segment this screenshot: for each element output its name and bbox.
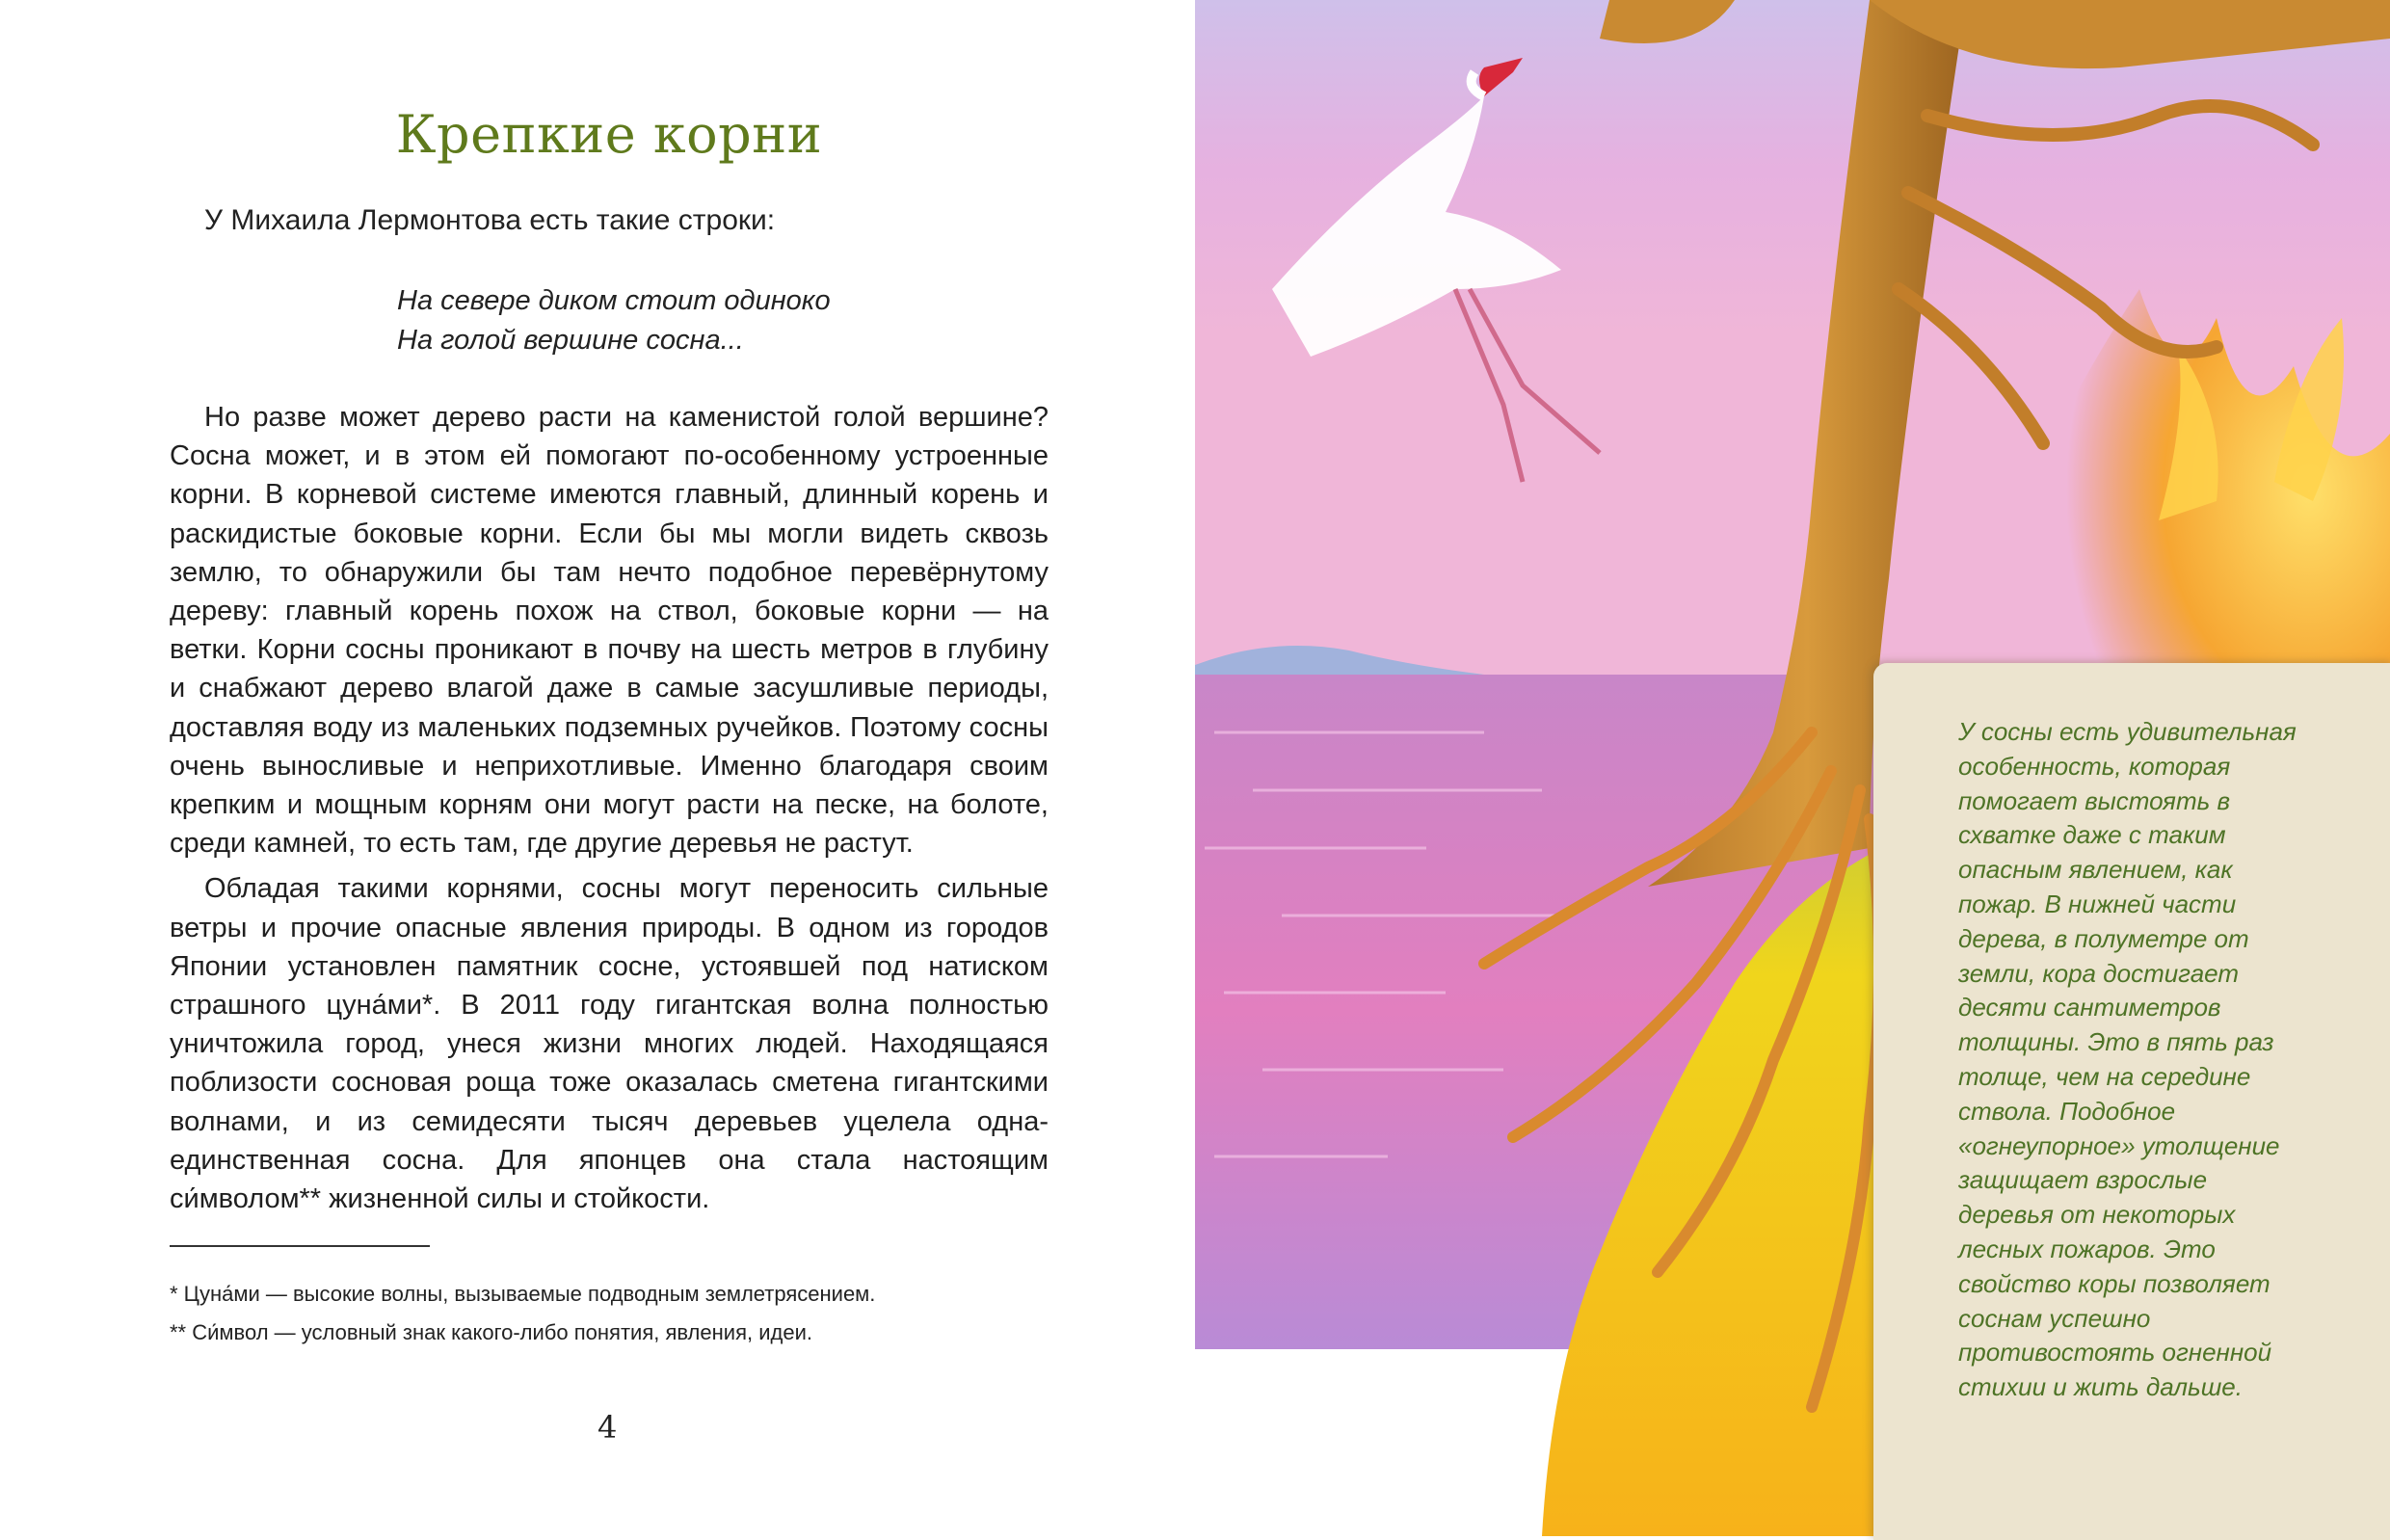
note-line: помогает выстоять в [1958, 785, 2231, 815]
note-line: пожар. В нижней части [1958, 889, 2237, 918]
footnotes [170, 1275, 875, 1352]
note-line: опасным явлением, как [1958, 855, 2233, 885]
note-line: толщины. Это в пять раз [1958, 1027, 2274, 1057]
note-line: схватке даже с таким [1958, 820, 2226, 850]
footnote: ** Си́мвол — условный знак какого-либо понятия, явления, идеи. [170, 1320, 812, 1344]
poem [397, 281, 831, 360]
note-line: особенность, которая [1958, 751, 2231, 781]
note-line: «огнеупорное» утолщение [1958, 1130, 2280, 1160]
note-card-text [1958, 715, 2363, 1405]
page-number: 4 [598, 1409, 618, 1446]
footnote-divider [170, 1245, 430, 1247]
paragraph: Но разве может дерево расти на каменистой голой вершине? Сосна может, и в этом ей помогают по-особенному устроенные корни. В корневой системе имеются главный, длинный корень и раскидистые боковые корни. Если бы мы могли видеть сквозь землю, то обнаружили бы там нечто подобное перевёрнутому дереву: главный корень похож на ствол, боковые корни — на ветки. Корни сосны проникают в почву на шесть метров в глубину и снабжают дерево влагой даже в самые засушливые периоды, доставляя воду из маленьких подземных ручейков. Поэтому сосны очень выносливые и неприхотливые. Именно благодаря своим крепким и мощным корням они могут расти на песке, на болоте, среди камней, то есть там, где другие деревья не растут. [170, 402, 1049, 860]
note-line: земли, кора достигает [1958, 958, 2240, 988]
note-line: защищает взрослые [1958, 1165, 2208, 1195]
note-line: свойство коры позволяет [1958, 1268, 2270, 1298]
left-page [0, 0, 1195, 1536]
poem-line: На севере диком стоит одиноко [397, 285, 831, 316]
note-line: толще, чем на середине [1958, 1061, 2251, 1091]
page-title: Крепкие корни [395, 104, 823, 165]
paragraph: Обладая такими корнями, сосны могут переносить сильные ветры и прочие опасные явления природы. В одном из городов Японии установлен памятник сосне, устоявшей под натиском страшного цуна́ми*. В 2011 году гигантская волна полностью уничтожила город, унеся жизни многих людей. Находящаяся поблизости сосновая роща тоже оказалась сметена гигантскими волнами, и из семидесяти тысяч деревьев уцелела одна-единственная сосна. Для японцев она стала настоящим си́мволом** жизненной силы и стойкости. [170, 873, 1049, 1215]
poem-line: На голой вершине сосна... [397, 325, 744, 356]
note-line: У сосны есть удивительная [1958, 717, 2297, 746]
note-line: деревья от некоторых [1958, 1200, 2236, 1230]
note-line: стихии и жить дальше. [1958, 1372, 2243, 1402]
intro-line: У Михаила Лермонтова есть такие строки: [204, 204, 776, 236]
note-line: противостоять огненной [1958, 1338, 2272, 1367]
note-line: лесных пожаров. Это [1958, 1234, 2216, 1263]
note-line: соснам успешно [1958, 1303, 2151, 1333]
note-line: ствола. Подобное [1958, 1096, 2176, 1126]
body-text [170, 398, 1049, 1225]
note-line: десяти сантиметров [1958, 993, 2221, 1022]
note-line: дерева, в полуметре от [1958, 923, 2249, 953]
footnote: * Цуна́ми — высокие волны, вызываемые подводным землетрясением. [170, 1282, 876, 1306]
